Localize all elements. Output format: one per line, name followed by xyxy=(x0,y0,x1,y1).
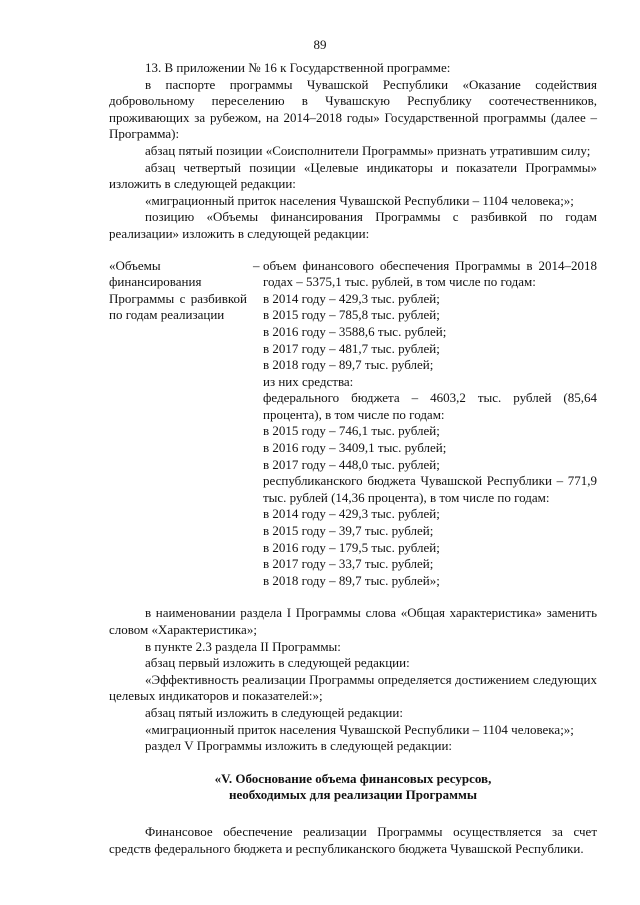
paragraph: в пункте 2.3 раздела II Программы: xyxy=(145,638,341,654)
paragraph: раздел V Программы изложить в следующей редакции: xyxy=(145,738,453,754)
document-body xyxy=(109,60,597,857)
financing-table xyxy=(109,258,597,590)
page-number: 89 xyxy=(313,37,327,52)
table-line: в 2015 году – 746,1 тыс. рублей; xyxy=(263,423,440,439)
paragraph: в наименовании раздела I Программы слова «Общая характеристика» заменить словом «Характеристика»; xyxy=(109,605,597,637)
table-line: в 2017 году – 481,7 тыс. рублей; xyxy=(263,340,440,356)
paragraph: позицию «Объемы финансирования Программы с разбивкой по годам реализации» изложить в следующей редакции: xyxy=(109,209,597,241)
table-line: в 2017 году – 33,7 тыс. рублей; xyxy=(263,556,434,572)
table-right-cell xyxy=(263,258,597,590)
table-line: в 2015 году – 785,8 тыс. рублей; xyxy=(263,307,440,323)
paragraph: в паспорте программы Чувашской Республики «Оказание содействия добровольному переселению в Чувашскую Республику соотечественников, проживающих за рубежом, на 2014–2018 годы» Государственной программы (далее – Программа): xyxy=(109,76,597,142)
table-line: объем финансового обеспечения Программы в 2014–2018 годах – 5375,1 тыс. рублей, в том числе по годам: xyxy=(263,257,597,290)
table-line: в 2018 году – 89,7 тыс. рублей»; xyxy=(263,572,440,588)
section-heading-line: необходимых для реализации Программы xyxy=(228,787,478,803)
table-line: республиканского бюджета Чувашской Республики – 771,9 тыс. рублей (14,36 процента), в том числе по годам: xyxy=(263,473,597,505)
table-line: в 2016 году – 3409,1 тыс. рублей; xyxy=(263,440,447,456)
paragraph: 13. В приложении № 16 к Государственной программе: xyxy=(145,60,451,75)
table-line: в 2016 году – 3588,6 тыс. рублей; xyxy=(263,323,447,339)
table-line: федерального бюджета – 4603,2 тыс. рублей (85,64 процента), в том числе по годам: xyxy=(263,390,597,422)
table-dash: – xyxy=(253,257,260,273)
paragraph: абзац четвертый позиции «Целевые индикаторы и показатели Программы» изложить в следующей редакции: xyxy=(109,159,597,192)
table-line: в 2018 году – 89,7 тыс. рублей; xyxy=(263,357,434,373)
paragraph: «Эффективность реализации Программы определяется достижением следующих целевых индикаторов и показателей:»; xyxy=(109,671,597,704)
paragraph: Финансовое обеспечение реализации Программы осуществляется за счет средств федерального бюджета и республиканского бюджета Чувашской Республики. xyxy=(109,823,597,856)
paragraph: абзац пятый позиции «Соисполнители Программы» признать утратившим силу; xyxy=(145,142,591,158)
table-left-cell: «Объемы финансирования Программы с разбивкой по годам реализации xyxy=(109,257,247,323)
table-line: в 2014 году – 429,3 тыс. рублей; xyxy=(263,290,440,306)
table-line: из них средства: xyxy=(263,373,354,389)
paragraph: «миграционный приток населения Чувашской Республики – 1104 человека;»; xyxy=(145,721,574,737)
table-line: в 2015 году – 39,7 тыс. рублей; xyxy=(263,523,434,539)
paragraph: абзац первый изложить в следующей редакции: xyxy=(145,655,410,671)
section-heading-line: «V. Обоснование объема финансовых ресурсов, xyxy=(214,770,492,786)
table-line: в 2014 году – 429,3 тыс. рублей; xyxy=(263,506,440,522)
paragraph: «миграционный приток населения Чувашской Республики – 1104 человека;»; xyxy=(145,192,574,208)
paragraph: абзац пятый изложить в следующей редакции: xyxy=(145,704,403,720)
table-line: в 2017 году – 448,0 тыс. рублей; xyxy=(263,456,440,472)
section-heading xyxy=(109,771,597,804)
table-line: в 2016 году – 179,5 тыс. рублей; xyxy=(263,539,440,555)
